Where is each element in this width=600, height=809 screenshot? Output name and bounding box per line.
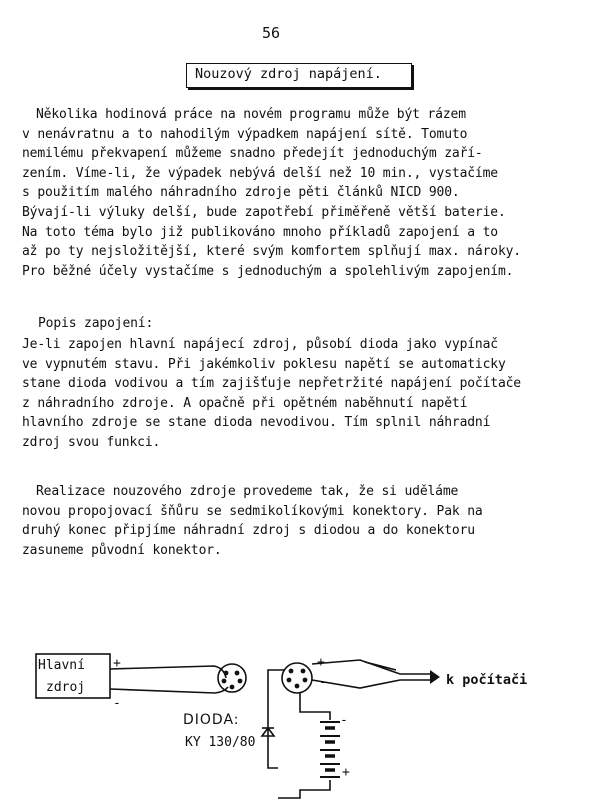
text-line: novou propojovací šňůru se sedmikolíkovými konektory. Pak na <box>22 503 483 519</box>
to-computer-label: k počítači <box>446 672 528 688</box>
text-line: nemilému překvapení můžeme snadno předejít jednoduchým zaří- <box>22 146 483 162</box>
text-line: Na toto téma bylo již publikováno mnoho příkladů zapojení a to <box>22 224 498 240</box>
text-line: Několika hodinová práce na novém programu může být rázem <box>36 107 466 122</box>
battery-icon <box>320 722 340 777</box>
text-line: ve vypnutém stavu. Při jakémkoliv poklesu napětí se automaticky <box>22 356 506 372</box>
text-line: zením. Víme-li, že výpadek nebývá delší než 10 min., vystačíme <box>22 165 498 181</box>
plus-sign: + <box>113 656 121 671</box>
text-line: v nenávratnu a to nahodilým výpadkem napájení sítě. Tomuto <box>22 126 468 142</box>
title-box <box>186 63 412 88</box>
text-line: stane dioda vodivou a tím zajišťuje nepřetržité napájení počítače <box>22 376 521 392</box>
diode-label: DIODA: <box>183 712 240 728</box>
plus-sign: + <box>317 655 325 670</box>
output-cable-mid <box>365 662 396 670</box>
wire-to-battery <box>300 693 330 720</box>
wire-plus <box>110 666 226 678</box>
wire-battery-return <box>278 780 330 798</box>
minus-sign: - <box>113 696 121 711</box>
minus-sign: - <box>319 675 327 690</box>
page-title: Nouzový zdroj napájení. <box>195 66 382 82</box>
right-connector-icon <box>282 663 312 693</box>
section-heading: Popis zapojení: <box>38 316 154 331</box>
text-line: druhý konec připjíme náhradní zdroj s diodou a do konektoru <box>22 523 475 539</box>
arrow-right-icon <box>430 670 440 684</box>
minus-sign: - <box>340 713 348 728</box>
text-line: Realizace nouzového zdroje provedeme tak, že si uděláme <box>36 484 459 499</box>
text-line: hlavního zdroje se stane dioda nevodivou. Tím splnil náhradní <box>22 415 491 431</box>
intro-paragraph <box>22 105 521 281</box>
wire-minus <box>110 687 228 693</box>
description-paragraph <box>22 335 521 453</box>
output-cable-top <box>312 660 430 674</box>
circuit-diagram <box>0 640 600 805</box>
circuit-drawing <box>0 640 600 805</box>
text-line: Bývají-li výluky delší, bude zapotřebí přiměřeně větší baterie. <box>22 204 506 220</box>
output-cable-bottom <box>312 680 430 688</box>
plus-sign: + <box>342 765 350 780</box>
wire-to-diode <box>268 670 285 768</box>
text-line: zasuneme původní konektor. <box>22 542 222 558</box>
page-number: 56 <box>262 24 281 42</box>
main-source-label: zdroj <box>46 680 86 695</box>
text-line: až po ty nejsložitější, které svým komfortem splňují max. nároky. <box>22 244 521 260</box>
text-line: zdroj svou funkci. <box>22 434 161 450</box>
main-source-label: Hlavní <box>38 658 85 673</box>
diode-type-label: KY 130/80 <box>185 735 256 750</box>
text-line: Pro běžné účely vystačíme s jednoduchým a spolehlivým zapojením. <box>22 263 514 279</box>
text-line: Je-li zapojen hlavní napájecí zdroj, působí dioda jako vypínač <box>22 337 498 352</box>
text-line: s použitím malého náhradního zdroje pěti článků NICD 900. <box>22 185 460 201</box>
text-line: z náhradního zdroje. A opačně při opětném naběhnutí napětí <box>22 395 468 411</box>
realization-paragraph <box>22 482 483 560</box>
